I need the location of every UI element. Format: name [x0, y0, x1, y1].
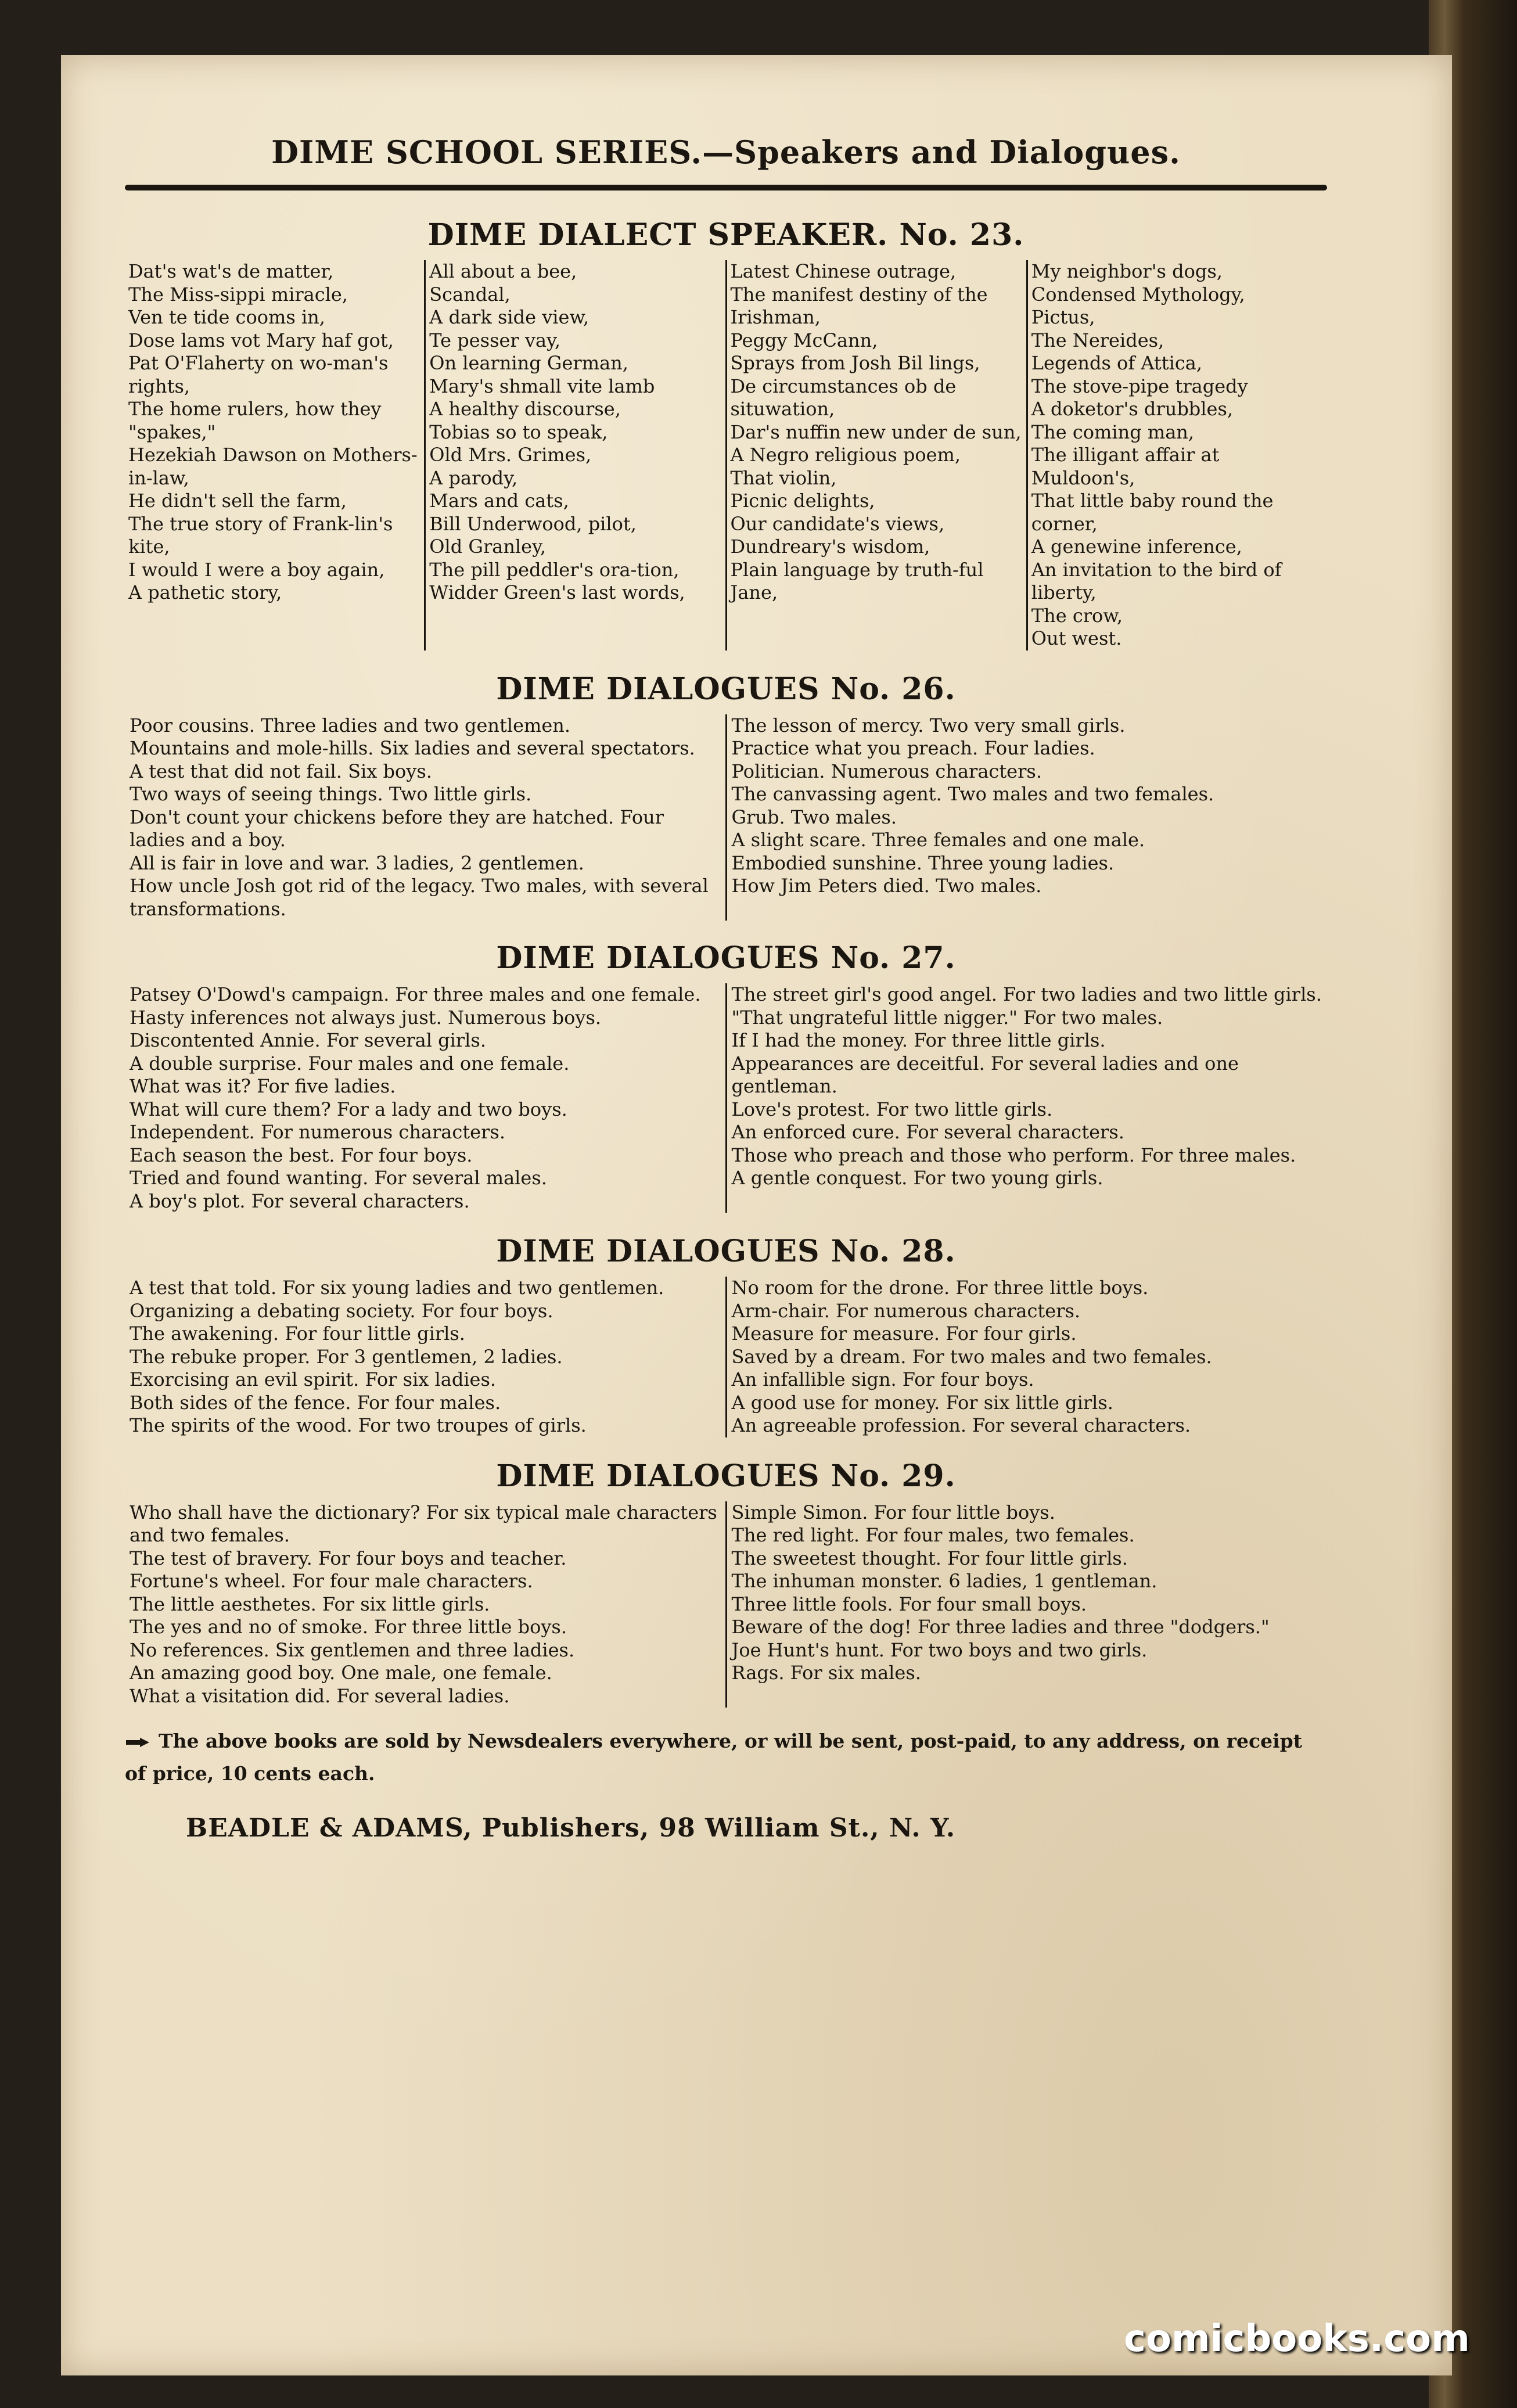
list-item: Don't count your chickens before they are hatched. Four ladies and a boy.	[130, 806, 664, 851]
list-item: Those who preach and those who perform. For three males.	[731, 1144, 1296, 1166]
list-item: My neighbor's dogs,	[1031, 260, 1223, 282]
list-item: Joe Hunt's hunt. For two boys and two girls.	[731, 1638, 1148, 1661]
list-item: How Jim Peters died. Two males.	[731, 875, 1042, 897]
list-item: Simple Simon. For four little boys.	[731, 1501, 1055, 1523]
list-item: Latest Chinese outrage,	[730, 260, 957, 282]
list-item: Legends of Attica,	[1031, 352, 1202, 374]
column	[424, 260, 725, 650]
list-item: Old Mrs. Grimes,	[429, 444, 592, 466]
section-columns	[125, 714, 1327, 921]
list-item: A doketor's drubbles,	[1031, 398, 1234, 420]
list-item: What was it? For five ladies.	[130, 1075, 396, 1097]
list-item: Tobias so to speak,	[429, 420, 608, 443]
list-item: A boy's plot. For several characters.	[130, 1189, 470, 1212]
list-item: The street girl's good angel. For two ladies and two little girls.	[731, 983, 1322, 1005]
list-item: The stove-pipe tragedy	[1031, 375, 1248, 397]
list-item: Who shall have the dictionary? For six typical male characters and two females.	[130, 1501, 717, 1546]
list-item: The little aesthetes. For six little girls.	[130, 1593, 490, 1615]
list-item: The illigant affair at Muldoon's,	[1031, 444, 1220, 489]
list-item: Arm-chair. For numerous characters.	[731, 1299, 1081, 1322]
list-item: The rebuke proper. For 3 gentlemen, 2 ladies.	[130, 1345, 563, 1368]
section-columns	[125, 1277, 1327, 1437]
list-item: The true story of Frank-lin's kite,	[128, 512, 393, 558]
list-item: No room for the drone. For three little boys.	[731, 1277, 1149, 1299]
list-item: An invitation to the bird of liberty,	[1031, 558, 1282, 603]
column	[125, 714, 725, 921]
list-item: Plain language by truth-ful Jane,	[730, 558, 984, 603]
list-item: If I had the money. For three little girls.	[731, 1029, 1106, 1051]
list-item: That little baby round the corner,	[1031, 490, 1274, 535]
list-item: The crow,	[1031, 604, 1123, 627]
list-item: The manifest destiny of the Irishman,	[730, 283, 988, 328]
column	[125, 1501, 725, 1708]
list-item: An agreeable profession. For several characters.	[731, 1414, 1191, 1436]
list-item: Organizing a debating society. For four boys.	[130, 1299, 553, 1322]
list-item: "That ungrateful little nigger." For two males.	[731, 1006, 1163, 1029]
list-item: Exorcising an evil spirit. For six ladies.	[130, 1368, 497, 1390]
list-item: I would I were a boy again,	[128, 558, 385, 581]
list-item: The canvassing agent. Two males and two females.	[731, 783, 1214, 805]
section-dialogues-28	[125, 1230, 1327, 1437]
list-item: A double surprise. Four males and one female.	[130, 1052, 570, 1074]
list-item: A gentle conquest. For two young girls.	[731, 1167, 1103, 1189]
list-item: Beware of the dog! For three ladies and three "dodgers."	[731, 1616, 1270, 1638]
list-item: Appearances are deceitful. For several ladies and one gentleman.	[731, 1052, 1239, 1097]
list-item: All is fair in love and war. 3 ladies, 2 gentlemen.	[130, 851, 584, 874]
list-item: Hezekiah Dawson on Mothers-in-law,	[128, 444, 418, 489]
section-title: DIME DIALOGUES No. 26.	[496, 671, 956, 707]
list-item: A parody,	[429, 466, 518, 489]
section-dialogues-29	[125, 1455, 1327, 1708]
list-item: Both sides of the fence. For four males.	[130, 1391, 501, 1414]
publisher-line: BEADLE & ADAMS, Publishers, 98 William St., N. Y.	[186, 1813, 956, 1843]
list-item: The awakening. For four little girls.	[130, 1322, 465, 1345]
list-item: Mars and cats,	[429, 490, 569, 512]
list-item: Rags. For six males.	[731, 1662, 921, 1684]
list-item: A dark side view,	[429, 306, 589, 328]
list-item: De circumstances ob de situwation,	[730, 375, 957, 420]
list-item: The pill peddler's ora-tion,	[429, 558, 680, 581]
list-item: What will cure them? For a lady and two boys.	[130, 1098, 567, 1120]
section-dialogues-26	[125, 668, 1327, 921]
list-item: Ven te tide cooms in,	[128, 306, 325, 328]
column	[1026, 260, 1327, 650]
list-item: The home rulers, how they "spakes,"	[128, 398, 382, 443]
list-item: That violin,	[730, 466, 837, 489]
header-rule	[125, 185, 1327, 191]
column	[725, 714, 1328, 921]
list-item: Widder Green's last words,	[429, 581, 685, 603]
column	[125, 983, 725, 1213]
pointing-hand-icon	[125, 1735, 150, 1749]
list-item: A test that told. For six young ladies and two gentlemen.	[130, 1277, 664, 1299]
list-item: Practice what you preach. Four ladies.	[731, 737, 1095, 759]
column	[725, 983, 1328, 1213]
list-item: On learning German,	[429, 352, 628, 374]
list-item: Out west.	[1031, 627, 1122, 649]
list-item: Two ways of seeing things. Two little girls.	[130, 783, 532, 805]
list-item: Sprays from Josh Bil lings,	[730, 352, 980, 374]
list-item: The lesson of mercy. Two very small girls.	[731, 714, 1126, 736]
list-item: Bill Underwood, pilot,	[429, 512, 637, 535]
list-item: Pictus,	[1031, 306, 1095, 328]
section-dialogues-27	[125, 937, 1327, 1213]
list-item: A good use for money. For six little girls.	[731, 1391, 1113, 1414]
list-item: Our candidate's views,	[730, 512, 945, 535]
list-item: Pat O'Flaherty on wo-man's rights,	[128, 352, 389, 397]
section-title: DIME DIALOGUES No. 27.	[496, 940, 956, 976]
list-item: Politician. Numerous characters.	[731, 760, 1042, 782]
list-item: The Nereides,	[1031, 329, 1164, 351]
list-item: Measure for measure. For four girls.	[731, 1322, 1077, 1345]
list-item: What a visitation did. For several ladies.	[130, 1684, 510, 1707]
list-item: Peggy McCann,	[730, 329, 878, 351]
list-item: Hasty inferences not always just. Numerous boys.	[130, 1006, 602, 1029]
page-content	[125, 131, 1327, 1843]
list-item: A Negro religious poem,	[730, 444, 961, 466]
section-dialect-speaker	[125, 214, 1327, 650]
list-item: An amazing good boy. One male, one female.	[130, 1662, 552, 1684]
list-item: The red light. For four males, two females.	[731, 1524, 1135, 1546]
list-item: Discontented Annie. For several girls.	[130, 1029, 486, 1051]
list-item: The sweetest thought. For four little girls.	[731, 1547, 1128, 1569]
list-item: An enforced cure. For several characters.	[731, 1121, 1124, 1143]
list-item: Dar's nuffin new under de sun,	[730, 420, 1022, 443]
list-item: Te pesser vay,	[429, 329, 561, 351]
list-item: Mountains and mole-hills. Six ladies and several spectators.	[130, 737, 695, 759]
list-item: A test that did not fail. Six boys.	[130, 760, 432, 782]
list-item: Love's protest. For two little girls.	[731, 1098, 1053, 1120]
watermark: comicbooks.com	[1124, 2317, 1470, 2360]
column	[725, 260, 1026, 650]
list-item: The test of bravery. For four boys and teacher.	[130, 1547, 567, 1569]
list-item: A slight scare. Three females and one male.	[731, 829, 1145, 851]
list-item: Old Granley,	[429, 535, 547, 558]
list-item: He didn't sell the farm,	[128, 490, 347, 512]
list-item: A pathetic story,	[128, 581, 282, 603]
section-columns	[125, 983, 1327, 1213]
footer-note	[125, 1725, 1327, 1790]
list-item: Grub. Two males.	[731, 806, 897, 828]
list-item: The Miss-sippi miracle,	[128, 283, 348, 306]
list-item: Condensed Mythology,	[1031, 283, 1245, 306]
section-title: DIME DIALOGUES No. 29.	[496, 1458, 956, 1494]
column	[125, 1277, 725, 1437]
list-item: Mary's shmall vite lamb	[429, 375, 655, 397]
list-item: Embodied sunshine. Three young ladies.	[731, 851, 1115, 874]
list-item: The yes and no of smoke. For three little boys.	[130, 1616, 567, 1638]
list-item: Picnic delights,	[730, 490, 875, 512]
list-item: No references. Six gentlemen and three ladies.	[130, 1638, 575, 1661]
list-item: Each season the best. For four boys.	[130, 1144, 473, 1166]
list-item: Fortune's wheel. For four male characters.	[130, 1570, 533, 1592]
column	[125, 260, 424, 650]
list-item: Independent. For numerous characters.	[130, 1121, 505, 1143]
column	[725, 1501, 1328, 1708]
section-title: DIME DIALOGUES No. 28.	[496, 1234, 956, 1269]
list-item: All about a bee,	[429, 260, 577, 282]
list-item: Dose lams vot Mary haf got,	[128, 329, 394, 351]
series-header: DIME SCHOOL SERIES.—Speakers and Dialogues.	[271, 134, 1181, 171]
list-item: Tried and found wanting. For several males.	[130, 1167, 547, 1189]
column	[725, 1277, 1328, 1437]
list-item: How uncle Josh got rid of the legacy. Two males, with several transformations.	[130, 875, 709, 920]
list-item: Poor cousins. Three ladies and two gentlemen.	[130, 714, 571, 736]
list-item: A genewine inference,	[1031, 535, 1242, 558]
list-item: The inhuman monster. 6 ladies, 1 gentleman.	[731, 1570, 1157, 1592]
list-item: Dundreary's wisdom,	[730, 535, 930, 558]
list-item: Saved by a dream. For two males and two females.	[731, 1345, 1212, 1368]
list-item: Dat's wat's de matter,	[128, 260, 334, 282]
list-item: A healthy discourse,	[429, 398, 621, 420]
section-columns	[125, 260, 1327, 650]
list-item: Three little fools. For four small boys.	[731, 1593, 1087, 1615]
list-item: Patsey O'Dowd's campaign. For three males and one female.	[130, 983, 701, 1005]
list-item: The coming man,	[1031, 420, 1195, 443]
list-item: An infallible sign. For four boys.	[731, 1368, 1034, 1390]
section-title: DIME DIALECT SPEAKER. No. 23.	[427, 217, 1024, 253]
section-columns	[125, 1501, 1327, 1708]
footer-note-text: The above books are sold by Newsdealers everywhere, or will be sent, post-paid, to any address, on receipt of price, 10 cents each.	[125, 1730, 1302, 1785]
list-item: The spirits of the wood. For two troupes of girls.	[130, 1414, 587, 1436]
list-item: Scandal,	[429, 283, 511, 306]
